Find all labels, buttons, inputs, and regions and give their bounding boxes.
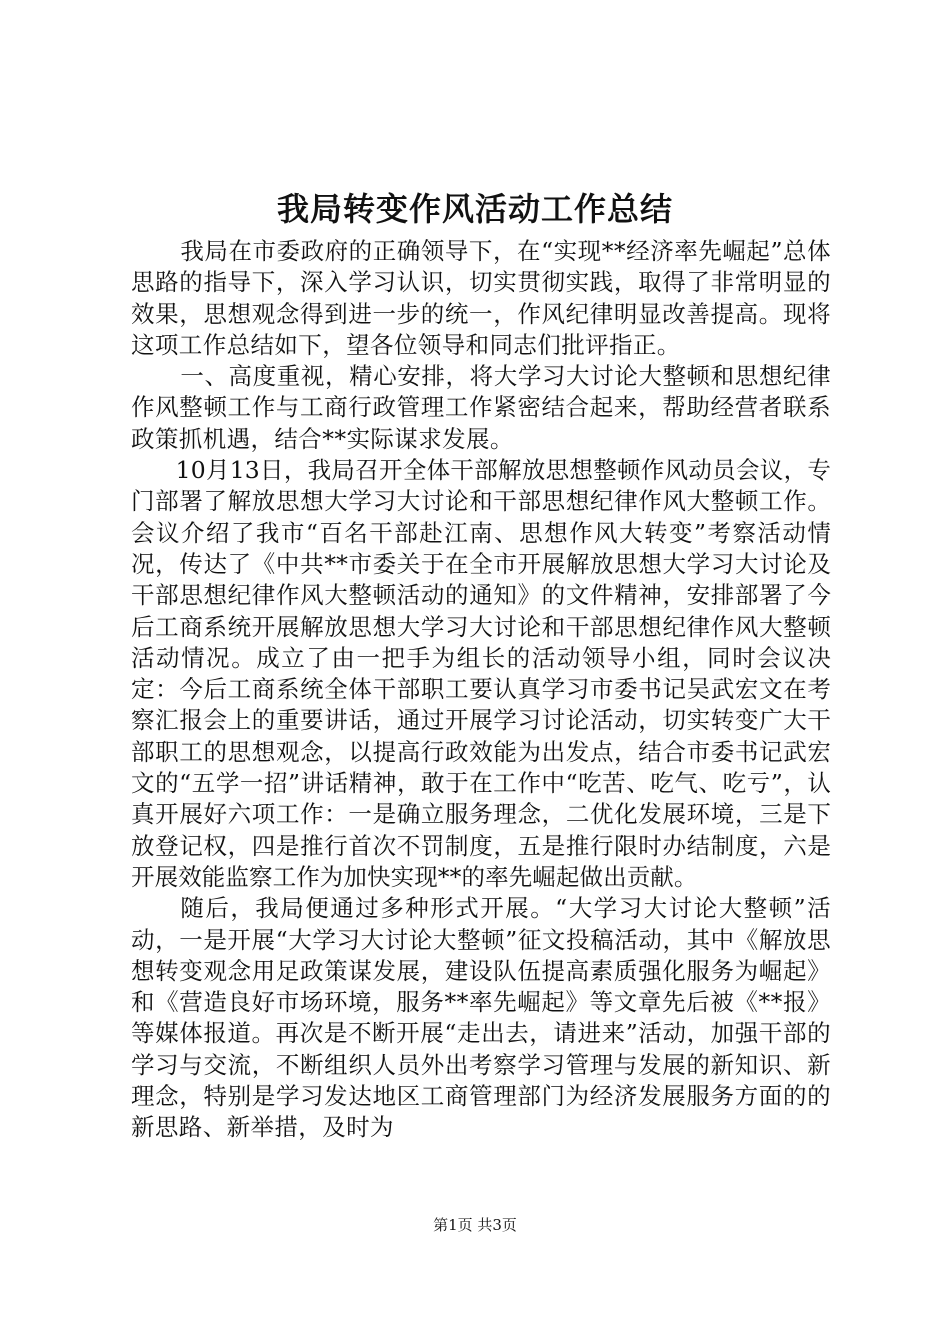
paragraph-section-one: 一、高度重视，精心安排，将大学习大讨论大整顿和思想纪律作风整顿工作与工商行政管理工作紧密结合起来，帮助经营者联系政策抓机遇，结合**实际谋求发展。 [131, 362, 831, 453]
paragraph-meeting: 10月13日，我局召开全体干部解放思想整顿作风动员会议，专门部署了解放思想大学习大讨论和干部思想纪律作风大整顿工作。会议介绍了我市“百名干部赴江南、思想作风大转变”考察活动情况，传达了《中共**市委关于在全市开展解放思想大学习大讨论及干部思想纪律作风大整顿活动的通知》的文件精神，安排部署了今后工商系统开展解放思想大学习大讨论和干部思想纪律作风大整顿活动情况。成立了由一把手为组长的活动领导小组，同时会议决定：今后工商系统全体干部职工要认真学习市委书记吴武宏文在考察汇报会上的重要讲话，通过开展学习讨论活动，切实转变广大干部职工的思想观念，以提高行政效能为出发点，结合市委书记武宏文的“五学一招”讲话精神，敢于在工作中“吃苦、吃气、吃亏”，认真开展好六项工作：一是确立服务理念，二优化发展环境，三是下放登记权，四是推行首次不罚制度，五是推行限时办结制度，六是开展效能监察工作为加快实现**的率先崛起做出贡献。 [131, 456, 831, 891]
document-title: 我局转变作风活动工作总结 [276, 190, 673, 228]
page-number: 第1页 共3页 [433, 1216, 517, 1234]
document-body [131, 236, 831, 1144]
paragraph-activities: 随后，我局便通过多种形式开展。“大学习大讨论大整顿”活动，一是开展“大学习大讨论大整顿”征文投稿活动，其中《解放思想转变观念用足政策谋发展，建设队伍提高素质强化服务为崛起》和《营造良好市场环境，服务**率先崛起》等文章先后被《**报》等媒体报道。再次是不断开展“走出去，请进来”活动，加强干部的学习与交流，不断组织人员外出考察学习管理与发展的新知识、新理念，特别是学习发达地区工商管理部门为经济发展服务方面的的新思路、新举措，及时为 [131, 894, 831, 1142]
paragraph-intro: 我局在市委政府的正确领导下，在“实现**经济率先崛起”总体思路的指导下，深入学习认识，切实贯彻实践，取得了非常明显的效果，思想观念得到进一步的统一，作风纪律明显改善提高。现将这项工作总结如下，望各位领导和同志们批评指正。 [131, 237, 831, 359]
